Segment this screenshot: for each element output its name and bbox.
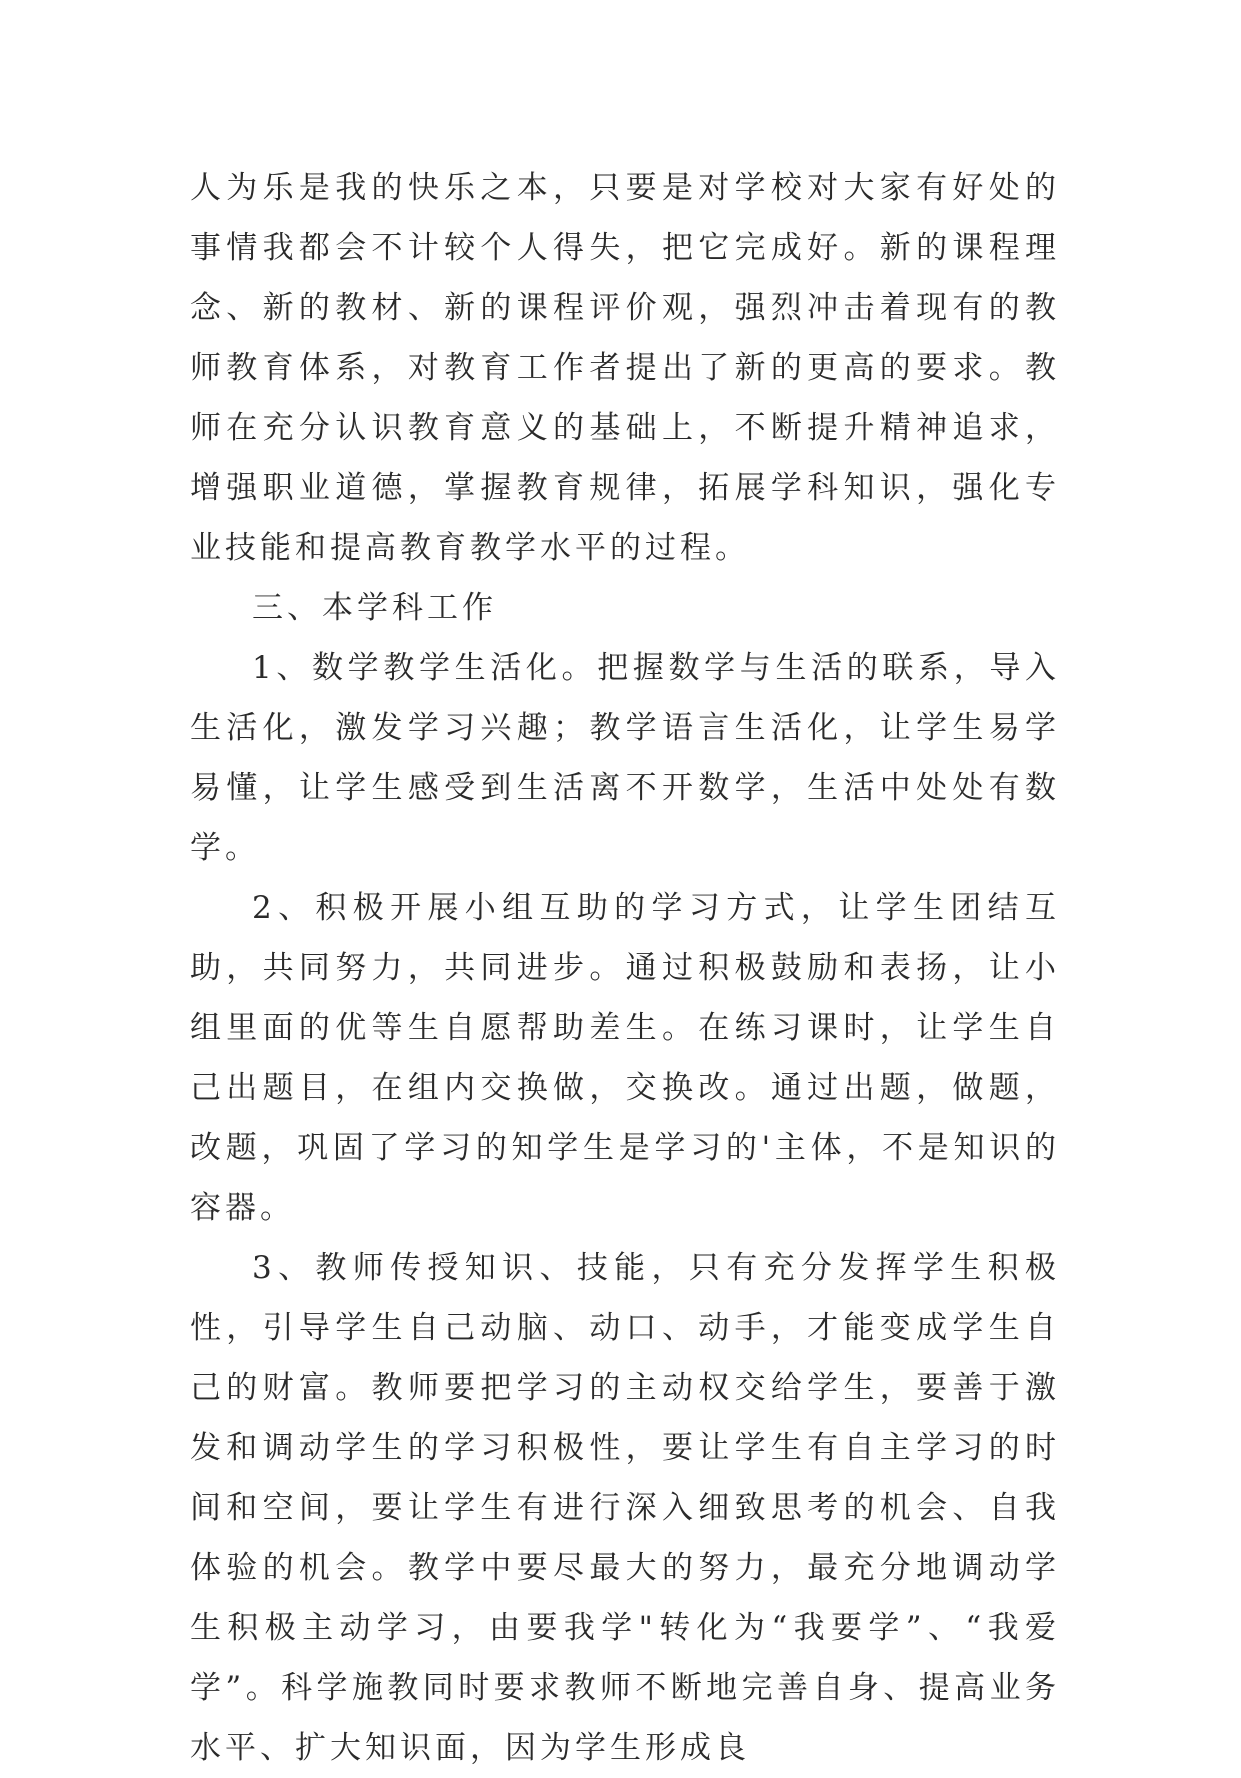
document-body — [190, 158, 1060, 1778]
paragraph-continuation: 人为乐是我的快乐之本，只要是对学校对大家有好处的事情我都会不计较个人得失，把它完成好。新的课程理念、新的教材、新的课程评价观，强烈冲击着现有的教师教育体系，对教育工作者提出了新的更高的要求。教师在充分认识教育意义的基础上，不断提升精神追求，增强职业道德，掌握教育规律，拓展学科知识，强化专业技能和提高教育教学水平的过程。 — [190, 170, 1060, 566]
paragraph-item-1: 1、数学教学生活化。把握数学与生活的联系，导入生活化，激发学习兴趣；教学语言生活化，让学生易学易懂，让学生感受到生活离不开数学，生活中处处有数学。 — [190, 650, 1060, 866]
paragraph-item-2: 2、积极开展小组互助的学习方式，让学生团结互助，共同努力，共同进步。通过积极鼓励和表扬，让小组里面的优等生自愿帮助差生。在练习课时，让学生自己出题目，在组内交换做，交换改。通过出题，做题，改题，巩固了学习的知学生是学习的'主体，不是知识的容器。 — [190, 890, 1060, 1226]
section-heading: 三、本学科工作 — [252, 590, 497, 626]
paragraph-item-3: 3、教师传授知识、技能，只有充分发挥学生积极性，引导学生自己动脑、动口、动手，才能变成学生自己的财富。教师要把学习的主动权交给学生，要善于激发和调动学生的学习积极性，要让学生有自主学习的时间和空间，要让学生有进行深入细致思考的机会、自我体验的机会。教学中要尽最大的努力，最充分地调动学生积极主动学习，由要我学"转化为“我要学”、“我爱学”。科学施教同时要求教师不断地完善自身、提高业务水平、扩大知识面，因为学生形成良 — [190, 1250, 1060, 1766]
